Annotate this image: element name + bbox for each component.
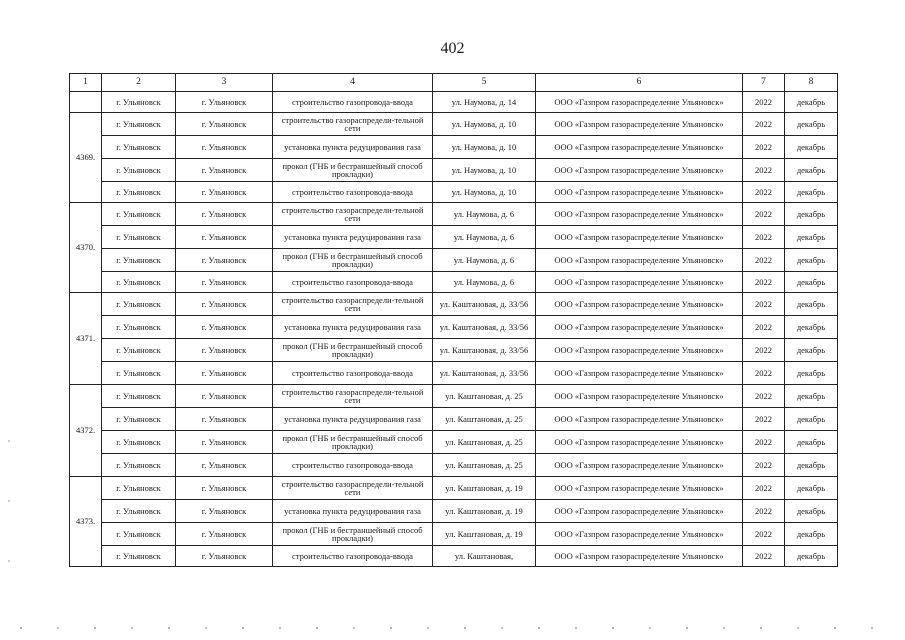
cell-organization: ООО «Газпром газораспределение Ульяновск» bbox=[536, 339, 743, 362]
plan-table bbox=[69, 73, 838, 567]
cell-year: 2022 bbox=[743, 159, 785, 182]
cell-settlement: г. Ульяновск bbox=[176, 523, 273, 546]
cell-address: ул. Наумова, д. 6 bbox=[433, 226, 536, 249]
page-number: 402 bbox=[440, 40, 465, 57]
cell-settlement: г. Ульяновск bbox=[176, 316, 273, 339]
cell-settlement: г. Ульяновск bbox=[176, 249, 273, 272]
cell-organization: ООО «Газпром газораспределение Ульяновск» bbox=[536, 431, 743, 454]
cell-address: ул. Наумова, д. 10 bbox=[433, 159, 536, 182]
header-cell: 3 bbox=[176, 74, 273, 92]
cell-address: ул. Каштановая, д. 33/56 bbox=[433, 362, 536, 385]
cell-work-type: прокол (ГНБ и бестраншейный способ прокладки) bbox=[273, 159, 433, 182]
cell-organization: ООО «Газпром газораспределение Ульяновск» bbox=[536, 159, 743, 182]
cell-work-type: строительство газораспредели-тельной сети bbox=[273, 293, 433, 316]
cell-settlement: г. Ульяновск bbox=[176, 92, 273, 113]
table-row bbox=[70, 136, 838, 159]
cell-month: декабрь bbox=[785, 272, 838, 293]
cell-year: 2022 bbox=[743, 136, 785, 159]
header-cell: 6 bbox=[536, 74, 743, 92]
cell-month: декабрь bbox=[785, 477, 838, 500]
cell-settlement: г. Ульяновск bbox=[176, 500, 273, 523]
table-row bbox=[70, 203, 838, 226]
cell-month: декабрь bbox=[785, 546, 838, 567]
cell-address: ул. Каштановая, д. 25 bbox=[433, 385, 536, 408]
cell-address: ул. Каштановая, д. 19 bbox=[433, 500, 536, 523]
cell-organization: ООО «Газпром газораспределение Ульяновск» bbox=[536, 385, 743, 408]
cell-month: декабрь bbox=[785, 113, 838, 136]
scan-margin-marks bbox=[8, 440, 10, 600]
cell-address: ул. Наумова, д. 10 bbox=[433, 113, 536, 136]
cell-settlement: г. Ульяновск bbox=[176, 339, 273, 362]
header-cell: 5 bbox=[433, 74, 536, 92]
cell-organization: ООО «Газпром газораспределение Ульяновск» bbox=[536, 362, 743, 385]
cell-district: г. Ульяновск bbox=[102, 431, 176, 454]
cell-year: 2022 bbox=[743, 293, 785, 316]
row-number-cell bbox=[70, 92, 102, 113]
row-number-cell: 4372. bbox=[70, 385, 102, 477]
cell-address: ул. Наумова, д. 6 bbox=[433, 203, 536, 226]
cell-work-type: установка пункта редуцирования газа bbox=[273, 316, 433, 339]
cell-settlement: г. Ульяновск bbox=[176, 159, 273, 182]
cell-district: г. Ульяновск bbox=[102, 362, 176, 385]
header-cell: 8 bbox=[785, 74, 838, 92]
cell-month: декабрь bbox=[785, 316, 838, 339]
cell-settlement: г. Ульяновск bbox=[176, 408, 273, 431]
table-row bbox=[70, 454, 838, 477]
cell-district: г. Ульяновск bbox=[102, 385, 176, 408]
cell-month: декабрь bbox=[785, 362, 838, 385]
cell-year: 2022 bbox=[743, 203, 785, 226]
cell-year: 2022 bbox=[743, 477, 785, 500]
cell-month: декабрь bbox=[785, 92, 838, 113]
cell-district: г. Ульяновск bbox=[102, 316, 176, 339]
table-row bbox=[70, 316, 838, 339]
cell-address: ул. Каштановая, д. 33/56 bbox=[433, 316, 536, 339]
cell-organization: ООО «Газпром газораспределение Ульяновск» bbox=[536, 272, 743, 293]
cell-year: 2022 bbox=[743, 362, 785, 385]
header-cell: 1 bbox=[70, 74, 102, 92]
cell-year: 2022 bbox=[743, 339, 785, 362]
cell-month: декабрь bbox=[785, 454, 838, 477]
cell-year: 2022 bbox=[743, 408, 785, 431]
cell-district: г. Ульяновск bbox=[102, 546, 176, 567]
cell-settlement: г. Ульяновск bbox=[176, 203, 273, 226]
cell-work-type: строительство газопровода-ввода bbox=[273, 272, 433, 293]
cell-settlement: г. Ульяновск bbox=[176, 385, 273, 408]
cell-work-type: строительство газораспредели-тельной сети bbox=[273, 477, 433, 500]
cell-settlement: г. Ульяновск bbox=[176, 226, 273, 249]
cell-address: ул. Наумова, д. 14 bbox=[433, 92, 536, 113]
cell-organization: ООО «Газпром газораспределение Ульяновск» bbox=[536, 203, 743, 226]
cell-district: г. Ульяновск bbox=[102, 92, 176, 113]
cell-month: декабрь bbox=[785, 431, 838, 454]
cell-settlement: г. Ульяновск bbox=[176, 113, 273, 136]
cell-year: 2022 bbox=[743, 523, 785, 546]
cell-month: декабрь bbox=[785, 226, 838, 249]
cell-year: 2022 bbox=[743, 113, 785, 136]
cell-district: г. Ульяновск bbox=[102, 113, 176, 136]
table-row bbox=[70, 293, 838, 316]
table-row bbox=[70, 182, 838, 203]
cell-district: г. Ульяновск bbox=[102, 203, 176, 226]
cell-organization: ООО «Газпром газораспределение Ульяновск» bbox=[536, 182, 743, 203]
cell-year: 2022 bbox=[743, 500, 785, 523]
cell-month: декабрь bbox=[785, 249, 838, 272]
cell-work-type: установка пункта редуцирования газа bbox=[273, 408, 433, 431]
cell-settlement: г. Ульяновск bbox=[176, 182, 273, 203]
cell-work-type: строительство газораспредели-тельной сети bbox=[273, 385, 433, 408]
cell-organization: ООО «Газпром газораспределение Ульяновск» bbox=[536, 226, 743, 249]
cell-year: 2022 bbox=[743, 546, 785, 567]
cell-settlement: г. Ульяновск bbox=[176, 546, 273, 567]
cell-work-type: прокол (ГНБ и бестраншейный способ прокладки) bbox=[273, 339, 433, 362]
row-number-cell: 4369. bbox=[70, 113, 102, 203]
table-row bbox=[70, 159, 838, 182]
cell-work-type: прокол (ГНБ и бестраншейный способ прокладки) bbox=[273, 431, 433, 454]
cell-month: декабрь bbox=[785, 500, 838, 523]
cell-address: ул. Каштановая, д. 25 bbox=[433, 454, 536, 477]
cell-district: г. Ульяновск bbox=[102, 249, 176, 272]
cell-district: г. Ульяновск bbox=[102, 477, 176, 500]
cell-work-type: установка пункта редуцирования газа bbox=[273, 226, 433, 249]
cell-settlement: г. Ульяновск bbox=[176, 454, 273, 477]
header-cell: 2 bbox=[102, 74, 176, 92]
table-row bbox=[70, 385, 838, 408]
cell-address: ул. Каштановая, д. 19 bbox=[433, 523, 536, 546]
row-number-cell: 4373. bbox=[70, 477, 102, 567]
cell-organization: ООО «Газпром газораспределение Ульяновск» bbox=[536, 477, 743, 500]
table-row bbox=[70, 226, 838, 249]
cell-month: декабрь bbox=[785, 203, 838, 226]
cell-work-type: строительство газопровода-ввода bbox=[273, 454, 433, 477]
cell-district: г. Ульяновск bbox=[102, 408, 176, 431]
cell-district: г. Ульяновск bbox=[102, 293, 176, 316]
table-row bbox=[70, 523, 838, 546]
cell-district: г. Ульяновск bbox=[102, 523, 176, 546]
cell-month: декабрь bbox=[785, 159, 838, 182]
cell-work-type: установка пункта редуцирования газа bbox=[273, 136, 433, 159]
cell-work-type: строительство газораспредели-тельной сети bbox=[273, 113, 433, 136]
table-row bbox=[70, 477, 838, 500]
cell-month: декабрь bbox=[785, 408, 838, 431]
cell-district: г. Ульяновск bbox=[102, 226, 176, 249]
cell-organization: ООО «Газпром газораспределение Ульяновск» bbox=[536, 293, 743, 316]
table-header-row bbox=[70, 74, 838, 92]
cell-work-type: строительство газораспредели-тельной сети bbox=[273, 203, 433, 226]
cell-month: декабрь bbox=[785, 136, 838, 159]
cell-organization: ООО «Газпром газораспределение Ульяновск» bbox=[536, 546, 743, 567]
cell-organization: ООО «Газпром газораспределение Ульяновск» bbox=[536, 92, 743, 113]
cell-work-type: прокол (ГНБ и бестраншейный способ прокладки) bbox=[273, 523, 433, 546]
cell-address: ул. Наумова, д. 6 bbox=[433, 272, 536, 293]
cell-settlement: г. Ульяновск bbox=[176, 431, 273, 454]
header-cell: 7 bbox=[743, 74, 785, 92]
cell-district: г. Ульяновск bbox=[102, 182, 176, 203]
cell-organization: ООО «Газпром газораспределение Ульяновск» bbox=[536, 408, 743, 431]
cell-organization: ООО «Газпром газораспределение Ульяновск» bbox=[536, 454, 743, 477]
cell-month: декабрь bbox=[785, 293, 838, 316]
table-row bbox=[70, 431, 838, 454]
cell-district: г. Ульяновск bbox=[102, 159, 176, 182]
cell-year: 2022 bbox=[743, 385, 785, 408]
cell-month: декабрь bbox=[785, 182, 838, 203]
cell-address: ул. Каштановая, д. 25 bbox=[433, 408, 536, 431]
cell-settlement: г. Ульяновск bbox=[176, 136, 273, 159]
row-number-cell: 4371. bbox=[70, 293, 102, 385]
cell-address: ул. Каштановая, bbox=[433, 546, 536, 567]
cell-district: г. Ульяновск bbox=[102, 339, 176, 362]
cell-month: декабрь bbox=[785, 523, 838, 546]
table-row bbox=[70, 546, 838, 567]
table-row bbox=[70, 272, 838, 293]
cell-work-type: строительство газопровода-ввода bbox=[273, 546, 433, 567]
table-row bbox=[70, 500, 838, 523]
cell-month: декабрь bbox=[785, 385, 838, 408]
cell-address: ул. Каштановая, д. 25 bbox=[433, 431, 536, 454]
row-number-cell: 4370. bbox=[70, 203, 102, 293]
cell-district: г. Ульяновск bbox=[102, 136, 176, 159]
cell-district: г. Ульяновск bbox=[102, 454, 176, 477]
cell-organization: ООО «Газпром газораспределение Ульяновск» bbox=[536, 136, 743, 159]
cell-organization: ООО «Газпром газораспределение Ульяновск» bbox=[536, 113, 743, 136]
scan-bottom-edge bbox=[20, 627, 880, 629]
cell-organization: ООО «Газпром газораспределение Ульяновск» bbox=[536, 249, 743, 272]
table-row bbox=[70, 339, 838, 362]
cell-work-type: строительство газопровода-ввода bbox=[273, 362, 433, 385]
table-row bbox=[70, 113, 838, 136]
cell-district: г. Ульяновск bbox=[102, 272, 176, 293]
table-row bbox=[70, 362, 838, 385]
cell-address: ул. Каштановая, д. 33/56 bbox=[433, 293, 536, 316]
cell-year: 2022 bbox=[743, 92, 785, 113]
cell-year: 2022 bbox=[743, 226, 785, 249]
cell-settlement: г. Ульяновск bbox=[176, 362, 273, 385]
cell-year: 2022 bbox=[743, 182, 785, 203]
cell-work-type: прокол (ГНБ и бестраншейный способ прокладки) bbox=[273, 249, 433, 272]
cell-settlement: г. Ульяновск bbox=[176, 272, 273, 293]
cell-work-type: строительство газопровода-ввода bbox=[273, 92, 433, 113]
cell-address: ул. Каштановая, д. 33/56 bbox=[433, 339, 536, 362]
cell-organization: ООО «Газпром газораспределение Ульяновск» bbox=[536, 500, 743, 523]
cell-year: 2022 bbox=[743, 316, 785, 339]
cell-settlement: г. Ульяновск bbox=[176, 293, 273, 316]
cell-organization: ООО «Газпром газораспределение Ульяновск» bbox=[536, 316, 743, 339]
cell-district: г. Ульяновск bbox=[102, 500, 176, 523]
cell-year: 2022 bbox=[743, 272, 785, 293]
cell-month: декабрь bbox=[785, 339, 838, 362]
table-row bbox=[70, 408, 838, 431]
cell-settlement: г. Ульяновск bbox=[176, 477, 273, 500]
cell-year: 2022 bbox=[743, 431, 785, 454]
cell-work-type: установка пункта редуцирования газа bbox=[273, 500, 433, 523]
cell-address: ул. Наумова, д. 10 bbox=[433, 136, 536, 159]
table-row bbox=[70, 249, 838, 272]
cell-year: 2022 bbox=[743, 454, 785, 477]
table-row bbox=[70, 92, 838, 113]
cell-address: ул. Наумова, д. 10 bbox=[433, 182, 536, 203]
cell-organization: ООО «Газпром газораспределение Ульяновск» bbox=[536, 523, 743, 546]
header-cell: 4 bbox=[273, 74, 433, 92]
cell-address: ул. Наумова, д. 6 bbox=[433, 249, 536, 272]
cell-work-type: строительство газопровода-ввода bbox=[273, 182, 433, 203]
cell-address: ул. Каштановая, д. 19 bbox=[433, 477, 536, 500]
cell-year: 2022 bbox=[743, 249, 785, 272]
